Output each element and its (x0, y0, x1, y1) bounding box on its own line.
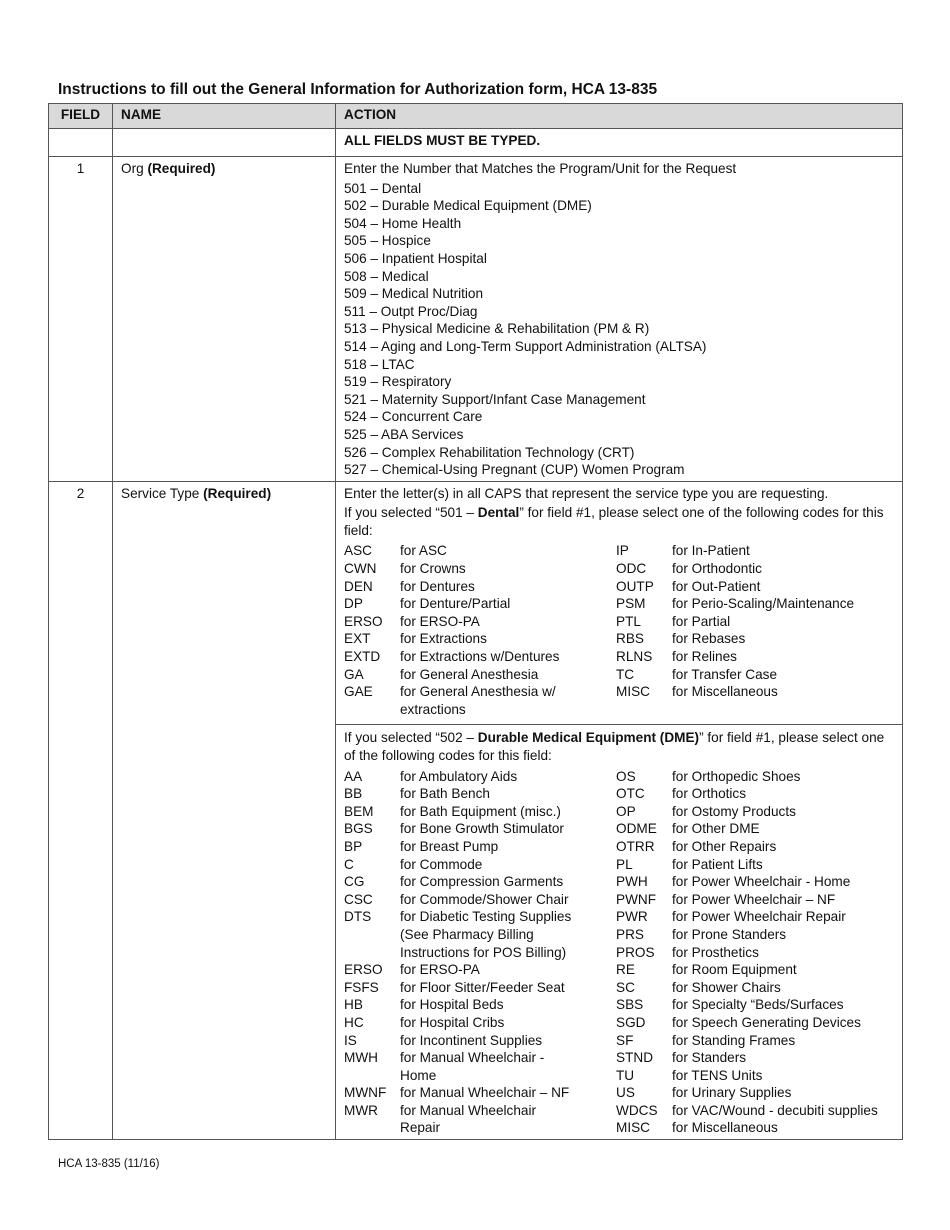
code-description: for ERSO-PA (400, 613, 480, 629)
org-code-item: 504 – Home Health (344, 215, 462, 231)
org-code-item: 514 – Aging and Long-Term Support Administration (ALTSA) (344, 338, 707, 354)
code-description: for Extractions w/Dentures (400, 649, 560, 665)
field-name-label: Org (121, 161, 144, 176)
field-number: 1 (49, 157, 113, 482)
org-code-item: 505 – Hospice (344, 233, 431, 249)
code-abbrev: CSC (344, 891, 373, 907)
code-description: for Other DME (672, 821, 760, 837)
code-row (344, 961, 616, 979)
code-row (616, 542, 888, 560)
code-description: for Miscellaneous (672, 1120, 778, 1136)
org-code-item: 513 – Physical Medicine & Rehabilitation (PM & R) (344, 321, 650, 337)
code-abbrev: STND (616, 1050, 654, 1066)
code-abbrev: ODC (616, 561, 647, 577)
dental-codes (344, 542, 894, 718)
header-action: ACTION (336, 104, 903, 129)
dme-codes-right (616, 768, 888, 1137)
code-description: for VAC/Wound - decubiti supplies (672, 1102, 878, 1118)
code-row (344, 613, 616, 631)
code-abbrev: OUTP (616, 578, 654, 594)
code-row (344, 803, 616, 821)
dme-section (336, 724, 902, 1137)
code-abbrev: SGD (616, 1014, 646, 1030)
code-abbrev: DTS (344, 909, 372, 925)
code-row (616, 926, 888, 944)
code-abbrev: ERSO (344, 613, 383, 629)
code-description: for General Anesthesia (400, 666, 539, 682)
code-row (616, 996, 888, 1014)
code-description: for Commode (400, 856, 483, 872)
header-field: FIELD (49, 104, 113, 129)
code-description: for Bath Equipment (misc.) (400, 803, 561, 819)
code-row (344, 838, 616, 856)
code-description: for Rebases (672, 631, 746, 647)
table-row (49, 481, 903, 1139)
code-abbrev: GAE (344, 684, 373, 700)
required-label: (Required) (203, 485, 272, 501)
org-code-item: 502 – Durable Medical Equipment (DME) (344, 198, 592, 214)
code-description: for Shower Chairs (672, 979, 781, 995)
code-row (616, 560, 888, 578)
code-description: for Specialty “Beds/Surfaces (672, 997, 844, 1013)
code-abbrev: MISC (616, 1120, 650, 1136)
code-abbrev: IP (616, 543, 629, 559)
code-description: for Relines (672, 649, 737, 665)
code-abbrev: RBS (616, 631, 644, 647)
code-abbrev: RE (616, 962, 635, 978)
code-row (344, 856, 616, 874)
field-name-label: Service Type (121, 485, 200, 501)
code-row (616, 785, 888, 803)
code-abbrev: AA (344, 768, 363, 784)
code-abbrev: HB (344, 997, 363, 1013)
code-row (616, 873, 888, 891)
code-description: for Other Repairs (672, 838, 777, 854)
note-row (49, 129, 903, 157)
code-row (616, 961, 888, 979)
code-abbrev: EXT (344, 631, 371, 647)
code-row (344, 648, 616, 666)
code-abbrev: DP (344, 596, 363, 612)
code-abbrev: PTL (616, 613, 641, 629)
code-row (344, 578, 616, 596)
code-description: for Diabetic Testing Supplies (See Pharmacy Billing Instructions for POS Billing) (400, 909, 572, 960)
code-description: for ASC (400, 543, 447, 559)
code-row (616, 944, 888, 962)
code-abbrev: PRS (616, 926, 644, 942)
code-abbrev: PSM (616, 596, 646, 612)
code-description: for Room Equipment (672, 962, 797, 978)
table-row (49, 157, 903, 482)
dme-codes-left (344, 768, 616, 1137)
code-row (344, 630, 616, 648)
all-fields-note: ALL FIELDS MUST BE TYPED. (336, 129, 903, 157)
code-description: for Orthotics (672, 786, 747, 802)
code-abbrev: PROS (616, 944, 655, 960)
code-row (616, 838, 888, 856)
code-description: for Floor Sitter/Feeder Seat (400, 979, 565, 995)
code-description: for Standers (672, 1050, 747, 1066)
code-description: for Manual Wheelchair - Home (400, 1050, 545, 1083)
table-header-row (49, 104, 903, 129)
code-description: for Commode/Shower Chair (400, 891, 569, 907)
code-description: for Dentures (400, 578, 475, 594)
code-description: for Extractions (400, 631, 487, 647)
code-row (344, 595, 616, 613)
code-abbrev: SC (616, 979, 635, 995)
code-abbrev: MISC (616, 684, 650, 700)
code-abbrev: MWR (344, 1102, 378, 1118)
code-abbrev: BP (344, 838, 363, 854)
code-description: for Hospital Beds (400, 997, 504, 1013)
code-description: for Urinary Supplies (672, 1085, 792, 1101)
org-code-item: 508 – Medical (344, 268, 429, 284)
code-abbrev: BGS (344, 821, 373, 837)
code-row (344, 1102, 616, 1137)
code-row (344, 1032, 616, 1050)
code-abbrev: FSFS (344, 979, 379, 995)
code-row (616, 595, 888, 613)
code-description: for Denture/Partial (400, 596, 511, 612)
code-abbrev: OTC (616, 786, 645, 802)
code-row (616, 1067, 888, 1085)
code-abbrev: CWN (344, 561, 377, 577)
dental-instruction: If you selected “501 – Dental” for field #1, please select one of the following codes for this field: (344, 505, 884, 538)
code-row (616, 908, 888, 926)
field-action (336, 481, 903, 1139)
code-abbrev: C (344, 856, 354, 872)
org-code-list (344, 180, 894, 479)
code-row (616, 613, 888, 631)
org-code-item: 524 – Concurrent Care (344, 409, 483, 425)
code-row (344, 560, 616, 578)
code-row (616, 891, 888, 909)
code-description: for Manual Wheelchair – NF (400, 1085, 570, 1101)
field-action (336, 157, 903, 482)
code-description: for Miscellaneous (672, 684, 778, 700)
org-code-item: 526 – Complex Rehabilitation Technology (CRT) (344, 444, 635, 460)
code-row (616, 1119, 888, 1137)
code-description: for TENS Units (672, 1067, 763, 1083)
org-code-item: 518 – LTAC (344, 356, 415, 372)
code-row (344, 1049, 616, 1084)
code-abbrev: HC (344, 1014, 364, 1030)
code-description: for Power Wheelchair – NF (672, 891, 836, 907)
code-abbrev: MWH (344, 1050, 378, 1066)
required-label: (Required) (147, 161, 216, 176)
code-abbrev: IS (344, 1032, 357, 1048)
code-abbrev: BEM (344, 803, 374, 819)
code-description: for ERSO-PA (400, 962, 480, 978)
code-abbrev: PWNF (616, 891, 657, 907)
org-code-item: 511 – Outpt Proc/Diag (344, 303, 478, 319)
org-code-item: 501 – Dental (344, 180, 422, 196)
code-abbrev: SF (616, 1032, 634, 1048)
code-row (344, 1084, 616, 1102)
code-row (344, 996, 616, 1014)
code-description: for Speech Generating Devices (672, 1014, 861, 1030)
code-description: for Power Wheelchair Repair (672, 909, 846, 925)
code-description: for Ostomy Products (672, 803, 796, 819)
code-description: for Power Wheelchair - Home (672, 874, 851, 890)
code-row (616, 1049, 888, 1067)
org-code-item: 521 – Maternity Support/Infant Case Management (344, 391, 646, 407)
code-description: for Bone Growth Stimulator (400, 821, 564, 837)
code-row (616, 630, 888, 648)
code-abbrev: PWH (616, 874, 648, 890)
code-description: for Prone Standers (672, 926, 787, 942)
code-description: for Breast Pump (400, 838, 499, 854)
org-code-item: 506 – Inpatient Hospital (344, 250, 487, 266)
code-row (344, 683, 616, 718)
code-description: for Manual Wheelchair Repair (400, 1102, 536, 1136)
code-row (344, 1014, 616, 1032)
org-code-item: 527 – Chemical-Using Pregnant (CUP) Women Program (344, 462, 685, 478)
code-description: for Bath Bench (400, 786, 490, 802)
code-abbrev: CG (344, 874, 365, 890)
code-abbrev: US (616, 1085, 635, 1101)
code-abbrev: ASC (344, 543, 372, 559)
code-abbrev: OTRR (616, 838, 655, 854)
code-description: for Out-Patient (672, 578, 761, 594)
code-description: for Perio-Scaling/Maintenance (672, 596, 855, 612)
code-row (616, 979, 888, 997)
code-abbrev: ODME (616, 821, 657, 837)
code-row (344, 785, 616, 803)
code-abbrev: RLNS (616, 649, 653, 665)
code-row (616, 856, 888, 874)
field-name (113, 157, 336, 482)
code-row (344, 542, 616, 560)
field-number: 2 (49, 481, 113, 1139)
code-row (616, 683, 888, 701)
code-row (344, 820, 616, 838)
code-row (616, 803, 888, 821)
code-row (616, 1102, 888, 1120)
dental-codes-left (344, 542, 616, 718)
org-intro: Enter the Number that Matches the Program/Unit for the Request (344, 161, 737, 176)
dental-codes-right (616, 542, 888, 718)
code-abbrev: DEN (344, 578, 373, 594)
code-row (616, 768, 888, 786)
code-description: for Patient Lifts (672, 856, 763, 872)
code-abbrev: EXTD (344, 649, 381, 665)
header-name: NAME (113, 104, 336, 129)
code-abbrev: TU (616, 1067, 635, 1083)
code-row (344, 666, 616, 684)
code-row (616, 578, 888, 596)
org-code-item: 519 – Respiratory (344, 374, 452, 390)
code-abbrev: TC (616, 666, 635, 682)
code-description: for Orthopedic Shoes (672, 768, 801, 784)
code-abbrev: OP (616, 803, 636, 819)
code-description: for In-Patient (672, 543, 750, 559)
code-description: for Compression Garments (400, 874, 564, 890)
code-description: for Hospital Cribs (400, 1014, 505, 1030)
code-description: for Transfer Case (672, 666, 778, 682)
page-title: Instructions to fill out the General Information for Authorization form, HCA 13-835 (58, 81, 658, 98)
dme-instruction: If you selected “502 – Durable Medical Equipment (DME)” for field #1, please select one of the following codes for this field: (344, 730, 885, 763)
code-abbrev: PWR (616, 909, 648, 925)
code-description: for Crowns (400, 561, 466, 577)
code-row (616, 1084, 888, 1102)
code-abbrev: SBS (616, 997, 644, 1013)
form-footer: HCA 13-835 (11/16) (58, 1158, 160, 1170)
code-abbrev: OS (616, 768, 636, 784)
code-description: for Orthodontic (672, 561, 762, 577)
code-row (616, 820, 888, 838)
code-row (344, 908, 616, 961)
code-row (344, 979, 616, 997)
code-row (344, 768, 616, 786)
dme-codes (344, 768, 894, 1137)
org-code-item: 525 – ABA Services (344, 426, 464, 442)
code-row (616, 648, 888, 666)
org-code-item: 509 – Medical Nutrition (344, 286, 484, 302)
code-abbrev: ERSO (344, 962, 383, 978)
code-description: for Standing Frames (672, 1032, 796, 1048)
code-abbrev: WDCS (616, 1102, 658, 1118)
instructions-table (48, 103, 903, 1140)
code-description: for Incontinent Supplies (400, 1032, 543, 1048)
code-row (616, 1032, 888, 1050)
code-row (344, 873, 616, 891)
code-abbrev: MWNF (344, 1085, 387, 1101)
code-description: for Ambulatory Aids (400, 768, 518, 784)
code-description: for Partial (672, 613, 731, 629)
code-row (344, 891, 616, 909)
code-description: for General Anesthesia w/ extractions (400, 684, 556, 717)
code-description: for Prosthetics (672, 944, 759, 960)
service-type-intro: Enter the letter(s) in all CAPS that represent the service type you are requesting. (344, 485, 829, 501)
field-name (113, 481, 336, 1139)
code-row (616, 1014, 888, 1032)
code-abbrev: GA (344, 666, 364, 682)
code-abbrev: BB (344, 786, 363, 802)
code-abbrev: PL (616, 856, 633, 872)
code-row (616, 666, 888, 684)
